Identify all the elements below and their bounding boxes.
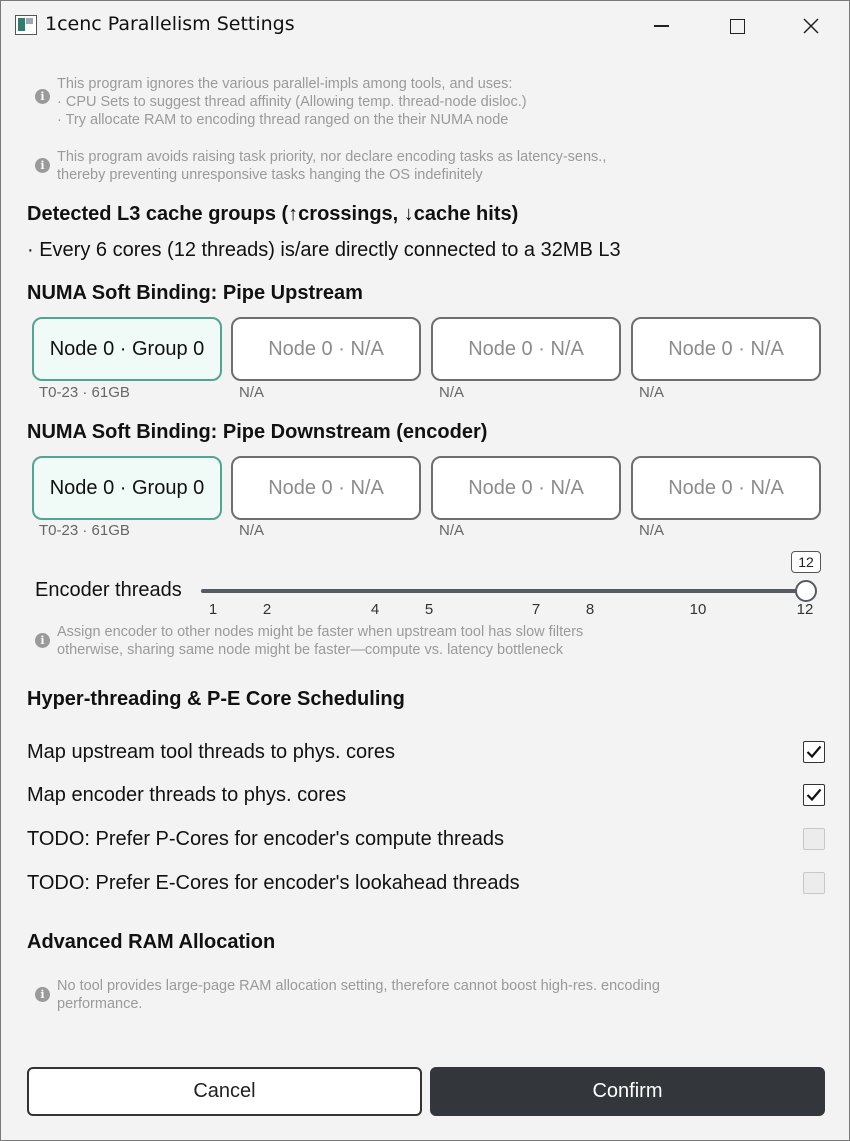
info-note-affinity (35, 75, 527, 129)
slider-tick: 1 (208, 601, 218, 618)
cancel-button[interactable]: Cancel (27, 1067, 422, 1116)
slider-value-badge: 12 (791, 551, 821, 573)
minimize-button[interactable] (625, 1, 697, 51)
info-line: This program ignores the various parallel-impls among tools, and uses: (57, 76, 513, 92)
app-icon (15, 15, 37, 35)
close-icon (803, 18, 819, 34)
downstream-node-4-info: N/A (639, 522, 665, 539)
info-line: · CPU Sets to suggest thread affinity (Allowing temp. thread-node disloc.) (57, 94, 527, 110)
slider-tick: 4 (370, 601, 380, 618)
downstream-node-1[interactable]: Node 0 · Group 0 (32, 456, 222, 520)
downstream-node-1-info: T0-23 · 61GB (39, 522, 130, 539)
ram-heading: Advanced RAM Allocation (27, 931, 276, 953)
info-line: · Try allocate RAM to encoding thread ranged on the their NUMA node (57, 112, 509, 128)
slider-tick: 2 (262, 601, 272, 618)
ht-heading: Hyper-threading & P-E Core Scheduling (27, 688, 405, 710)
option-map-encoder-phys-cores[interactable] (27, 780, 825, 810)
info-line: otherwise, sharing same node might be faster—compute vs. latency bottleneck (57, 642, 564, 658)
encoder-threads-slider-handle[interactable] (795, 580, 817, 602)
upstream-node-1[interactable]: Node 0 · Group 0 (32, 317, 222, 381)
minimize-icon (654, 25, 669, 27)
upstream-node-3[interactable]: Node 0 · N/A (431, 317, 621, 381)
info-line: thereby preventing unresponsive tasks hanging the OS indefinitely (57, 167, 483, 183)
downstream-node-3-info: N/A (439, 522, 465, 539)
info-line: This program avoids raising task priority, nor declare encoding tasks as latency-sens., (57, 149, 607, 165)
upstream-node-3-info: N/A (439, 384, 465, 401)
info-line: performance. (57, 996, 143, 1012)
downstream-node-4[interactable]: Node 0 · N/A (631, 456, 821, 520)
upstream-heading: NUMA Soft Binding: Pipe Upstream (27, 282, 363, 304)
info-note-priority (35, 148, 606, 184)
confirm-button[interactable]: Confirm (430, 1067, 825, 1116)
info-icon: i (35, 158, 50, 173)
upstream-node-1-info: T0-23 · 61GB (39, 384, 130, 401)
close-button[interactable] (775, 1, 847, 51)
encoder-threads-label: Encoder threads (35, 579, 182, 601)
option-map-upstream-phys-cores[interactable] (27, 737, 825, 767)
maximize-button[interactable] (701, 1, 773, 51)
slider-tick: 10 (689, 601, 707, 618)
info-icon: i (35, 987, 50, 1002)
info-icon: i (35, 633, 50, 648)
checkbox-prefer-p-cores[interactable] (803, 828, 825, 850)
l3-description: · Every 6 cores (12 threads) is/are directly connected to a 32MB L3 (27, 239, 621, 261)
option-label: TODO: Prefer E-Cores for encoder's lookahead threads (27, 871, 520, 894)
l3-heading: Detected L3 cache groups (↑crossings, ↓cache hits) (27, 203, 519, 225)
info-note-large-page (35, 977, 660, 1013)
info-note-node-assignment (35, 623, 583, 659)
checkbox-map-upstream[interactable] (803, 741, 825, 763)
info-icon: i (35, 89, 50, 104)
upstream-node-4-info: N/A (639, 384, 665, 401)
slider-tick: 12 (796, 601, 814, 618)
slider-tick: 8 (585, 601, 595, 618)
checkbox-prefer-e-cores[interactable] (803, 872, 825, 894)
checkbox-map-encoder[interactable] (803, 784, 825, 806)
upstream-node-2-info: N/A (239, 384, 265, 401)
option-prefer-e-cores[interactable] (27, 868, 825, 898)
checkmark-icon (806, 788, 822, 802)
encoder-threads-slider-track[interactable] (201, 589, 807, 593)
info-line: Assign encoder to other nodes might be faster when upstream tool has slow filters (57, 624, 584, 640)
window-title: 1cenc Parallelism Settings (45, 13, 295, 35)
title-bar[interactable] (1, 1, 849, 51)
maximize-icon (730, 19, 745, 34)
info-line: No tool provides large-page RAM allocation setting, therefore cannot boost high-res. encoding (57, 978, 660, 994)
slider-tick: 7 (531, 601, 541, 618)
option-label: Map upstream tool threads to phys. cores (27, 740, 395, 763)
slider-tick: 5 (424, 601, 434, 618)
upstream-node-4[interactable]: Node 0 · N/A (631, 317, 821, 381)
downstream-node-3[interactable]: Node 0 · N/A (431, 456, 621, 520)
downstream-node-2[interactable]: Node 0 · N/A (231, 456, 421, 520)
option-prefer-p-cores[interactable] (27, 824, 825, 854)
option-label: Map encoder threads to phys. cores (27, 783, 347, 806)
upstream-node-2[interactable]: Node 0 · N/A (231, 317, 421, 381)
downstream-node-2-info: N/A (239, 522, 265, 539)
option-label: TODO: Prefer P-Cores for encoder's compute threads (27, 827, 504, 850)
checkmark-icon (806, 745, 822, 759)
downstream-heading: NUMA Soft Binding: Pipe Downstream (encoder) (27, 421, 488, 443)
